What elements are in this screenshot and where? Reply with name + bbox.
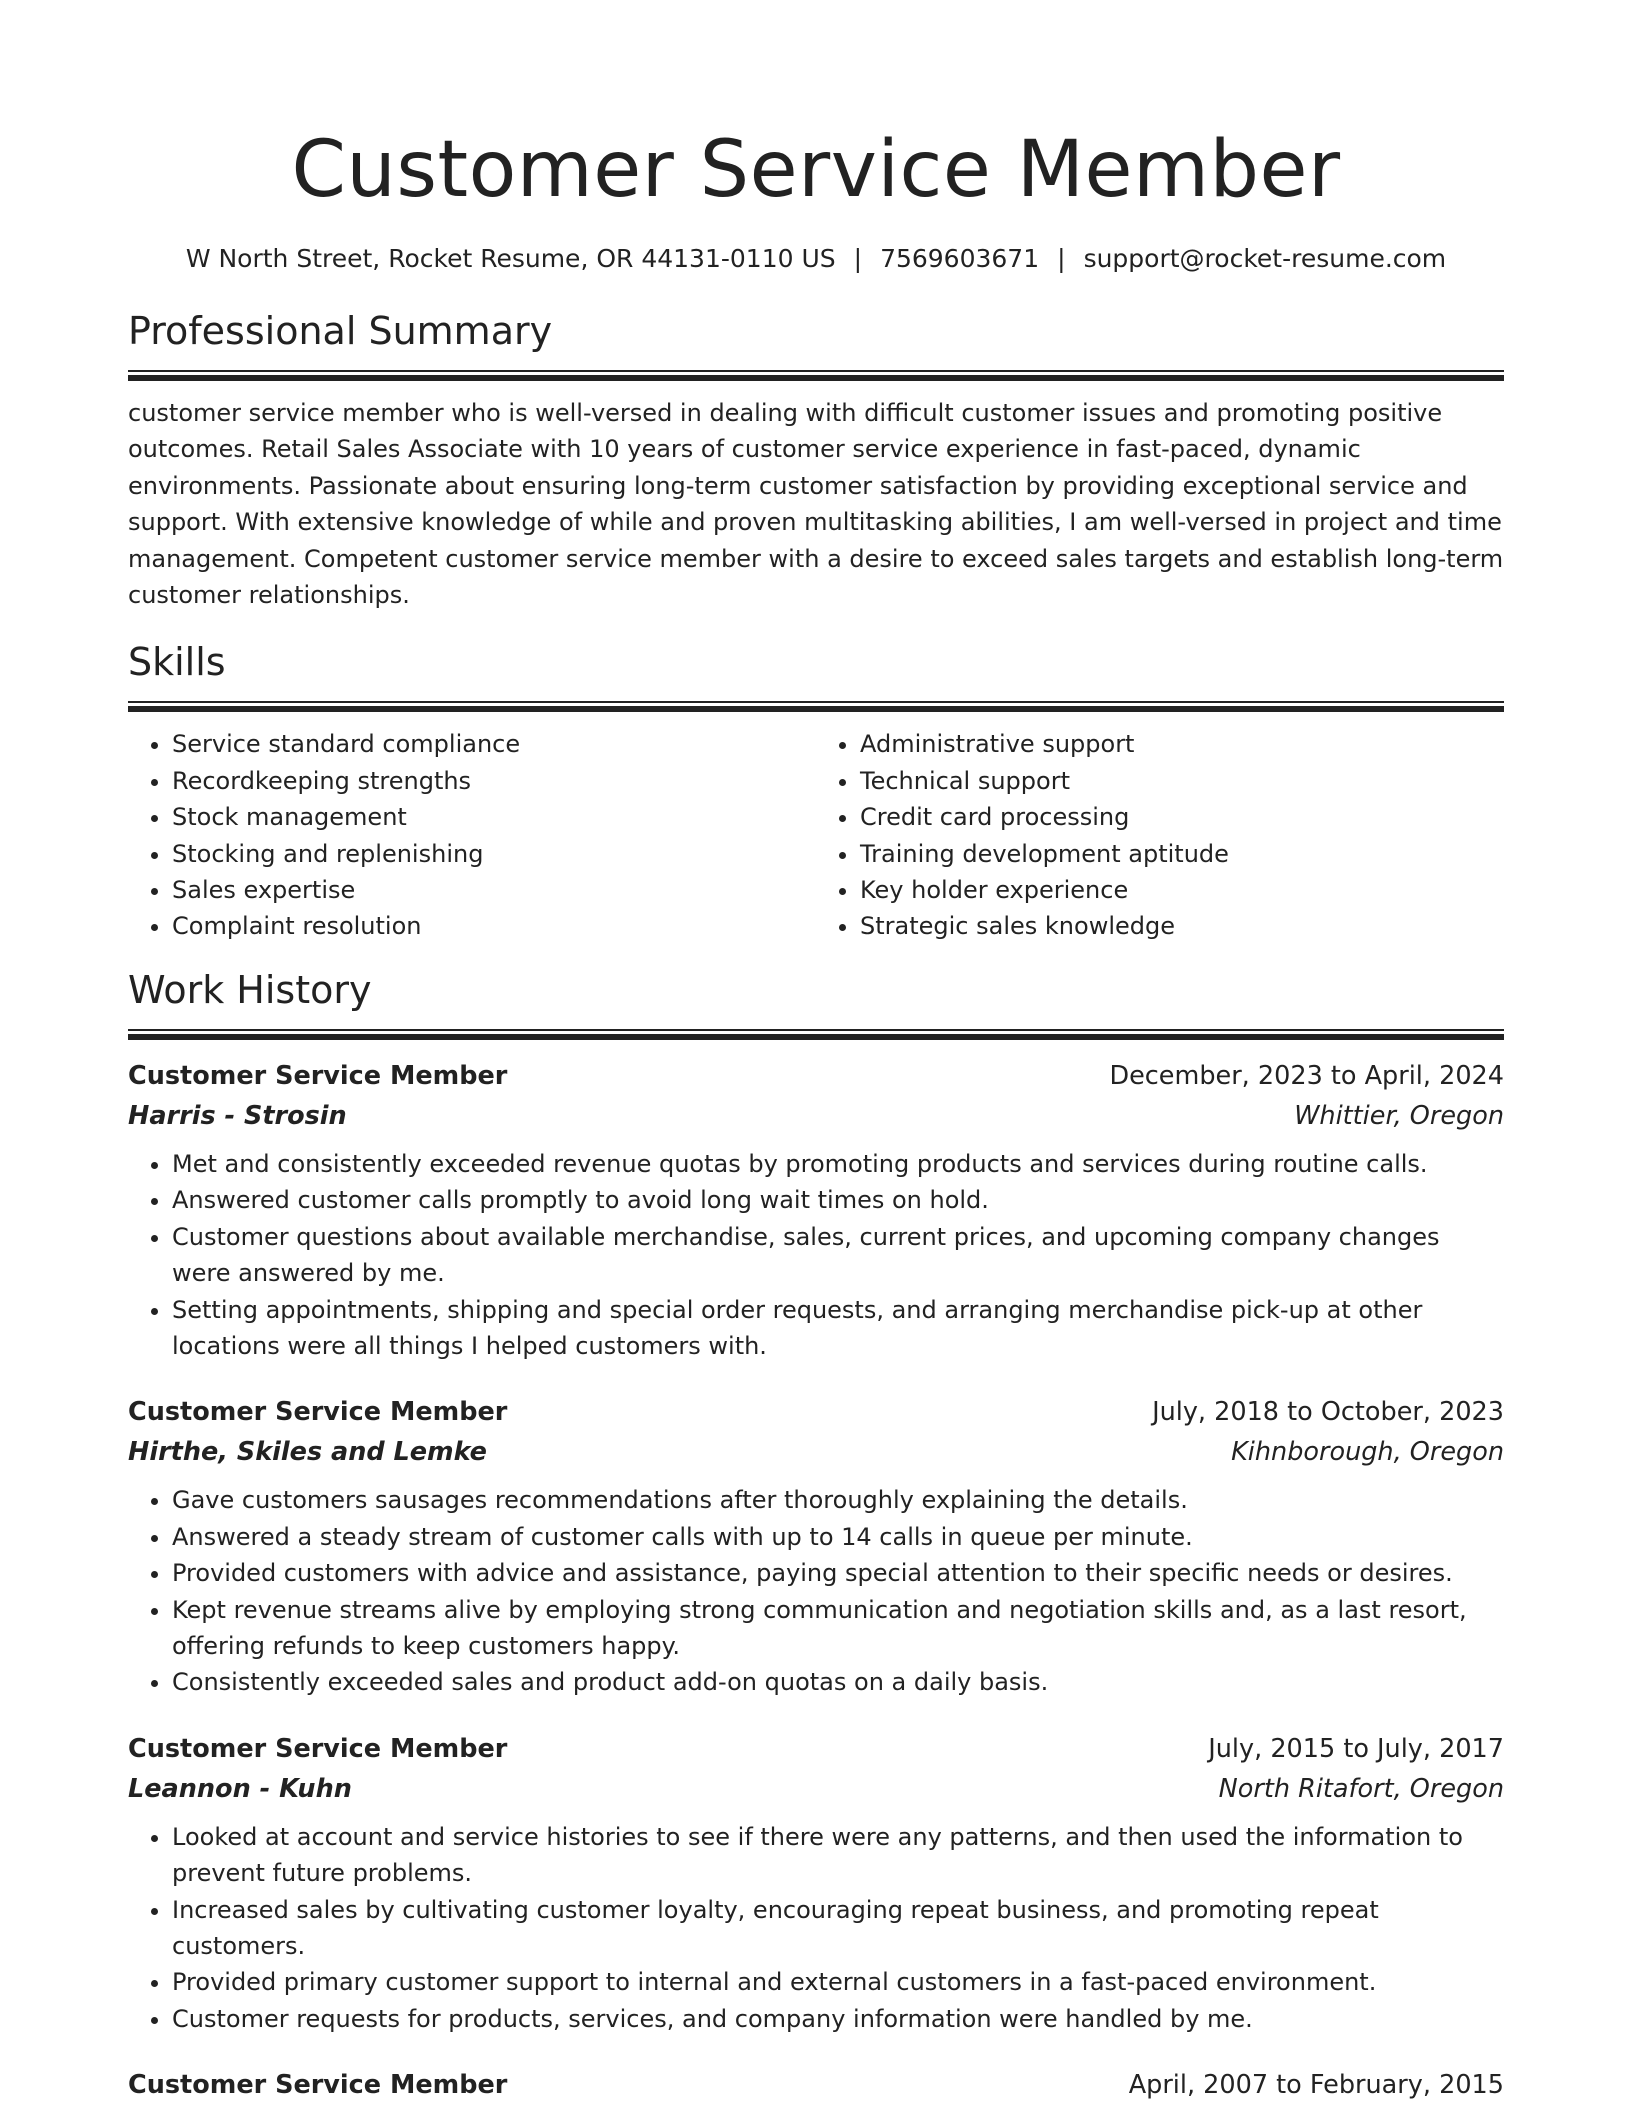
- job-bullet: • Provided primary customer support to internal and external customers in a fast-paced environment.: [172, 1964, 1504, 2000]
- job-company: Leannon - Kuhn: [128, 1773, 352, 1804]
- skills-list-right: [816, 726, 1504, 944]
- job-header-row: [128, 1392, 1504, 1432]
- section-divider: [128, 370, 1504, 381]
- job-bullet: • Answered customer calls promptly to avoid long wait times on hold.: [172, 1182, 1504, 1218]
- skill-item: • Strategic sales knowledge: [860, 908, 1504, 944]
- contact-separator: |: [1057, 244, 1066, 273]
- skills-heading: Skills: [128, 640, 226, 685]
- job-bullet: • Gave customers sausages recommendations after thoroughly explaining the details.: [172, 1482, 1504, 1518]
- job-company-row: [128, 1432, 1504, 1472]
- job-header-row: [128, 1056, 1504, 1096]
- job-bullet: • Kept revenue streams alive by employing strong communication and negotiation skills and, as a last resort, offering refunds to keep customers happy.: [172, 1592, 1504, 1665]
- contact-phone: 7569603671: [880, 244, 1040, 273]
- job-company: Hirthe, Skiles and Lemke: [128, 1437, 487, 1468]
- contact-address: W North Street, Rocket Resume, OR 44131-0110 US: [185, 244, 836, 273]
- job-bullets: [128, 1146, 1504, 1364]
- skill-item: • Recordkeeping strengths: [172, 763, 816, 799]
- job-entry: [128, 1392, 1504, 1700]
- work-history-heading: Work History: [128, 967, 372, 1012]
- job-dates: July, 2015 to July, 2017: [1208, 1733, 1504, 1764]
- skill-item: • Service standard compliance: [172, 726, 816, 762]
- job-location: Whittier, Oregon: [1294, 1100, 1504, 1131]
- contact-line: [128, 242, 1504, 276]
- skill-item: • Technical support: [860, 763, 1504, 799]
- job-company: Harris - Strosin: [128, 1100, 347, 1131]
- job-bullet: • Increased sales by cultivating customer loyalty, encouraging repeat business, and promoting repeat customers.: [172, 1892, 1504, 1965]
- job-entry: [128, 2065, 1504, 2105]
- contact-email: support@rocket-resume.com: [1083, 244, 1447, 273]
- job-company-row: [128, 1096, 1504, 1136]
- section-divider: [128, 1029, 1504, 1040]
- job-dates: April, 2007 to February, 2015: [1128, 2070, 1504, 2101]
- resume-page: [128, 0, 1504, 2105]
- skill-item: • Sales expertise: [172, 872, 816, 908]
- skill-item: • Complaint resolution: [172, 908, 816, 944]
- summary-section: [128, 306, 1504, 613]
- skills-list-left: [128, 726, 816, 944]
- job-header-row: [128, 2065, 1504, 2105]
- job-title: Customer Service Member: [128, 1060, 508, 1091]
- summary-heading: Professional Summary: [128, 309, 553, 353]
- contact-separator: |: [853, 244, 863, 273]
- job-title: Customer Service Member: [128, 1733, 508, 1764]
- skill-item: • Stock management: [172, 799, 816, 835]
- job-title: Customer Service Member: [128, 2070, 508, 2101]
- job-bullet: • Customer questions about available merchandise, sales, current prices, and upcoming company changes were answered by me.: [172, 1219, 1504, 1292]
- job-bullet: • Met and consistently exceeded revenue quotas by promoting products and services during routine calls.: [172, 1146, 1504, 1182]
- job-bullet: • Provided customers with advice and assistance, paying special attention to their specific needs or desires.: [172, 1555, 1504, 1591]
- skills-columns: [128, 726, 1504, 944]
- job-bullet: • Customer requests for products, services, and company information were handled by me.: [172, 2001, 1504, 2037]
- job-bullet: • Looked at account and service histories to see if there were any patterns, and then used the information to prevent future problems.: [172, 1819, 1504, 1892]
- skill-item: • Credit card processing: [860, 799, 1504, 835]
- skill-item: • Stocking and replenishing: [172, 836, 816, 872]
- job-company-row: [128, 1769, 1504, 1809]
- work-history-section: [128, 965, 1504, 2105]
- job-entry: [128, 1056, 1504, 1364]
- job-location: North Ritafort, Oregon: [1218, 1773, 1504, 1804]
- job-dates: December, 2023 to April, 2024: [1109, 1060, 1504, 1091]
- job-bullet: • Answered a steady stream of customer calls with up to 14 calls in queue per minute.: [172, 1519, 1504, 1555]
- job-header-row: [128, 1729, 1504, 1769]
- job-bullet: • Setting appointments, shipping and special order requests, and arranging merchandise pick-up at other locations were all things I helped customers with.: [172, 1292, 1504, 1365]
- skill-item: • Administrative support: [860, 726, 1504, 762]
- summary-text: customer service member who is well-versed in dealing with difficult customer issues and promoting positive outcomes. Retail Sales Associate with 10 years of customer service experience in fast-paced, dynamic environments. Passionate about ensuring long-term customer satisfaction by providing exceptional service and support. With extensive knowledge of while and proven multitasking abilities, I am well-versed in project and time management. Competent customer service member with a desire to exceed sales targets and establish long-term customer relationships.: [128, 399, 1504, 610]
- resume-name: Customer Service Member: [291, 125, 1341, 215]
- job-entry: [128, 1729, 1504, 2037]
- job-bullets: [128, 1819, 1504, 2037]
- skill-item: • Training development aptitude: [860, 836, 1504, 872]
- skill-item: • Key holder experience: [860, 872, 1504, 908]
- section-divider: [128, 701, 1504, 712]
- job-dates: July, 2018 to October, 2023: [1152, 1397, 1504, 1428]
- job-bullets: [128, 1482, 1504, 1700]
- skills-section: [128, 637, 1504, 944]
- job-title: Customer Service Member: [128, 1397, 508, 1428]
- job-bullet: • Consistently exceeded sales and product add-on quotas on a daily basis.: [172, 1664, 1504, 1700]
- job-location: Kihnborough, Oregon: [1231, 1437, 1504, 1468]
